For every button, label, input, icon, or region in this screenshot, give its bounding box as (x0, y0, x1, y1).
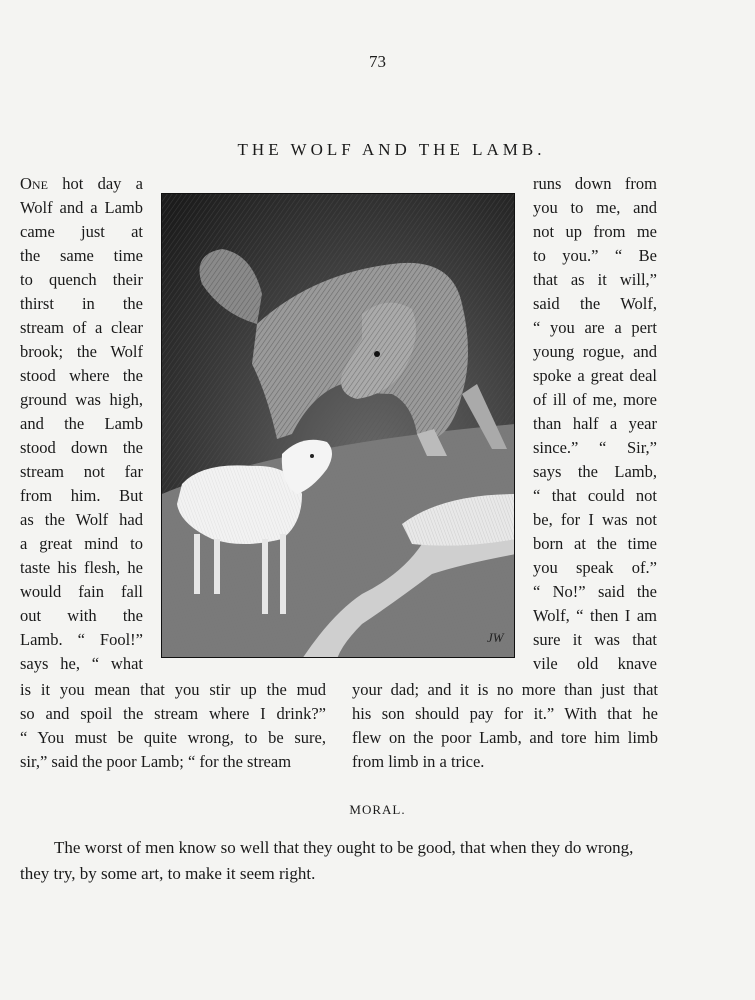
text-line: “ you are a pert (533, 318, 657, 337)
text-line: taste his flesh, he (20, 558, 143, 577)
text-line: came just at (20, 222, 143, 241)
text-line: of ill of me, more (533, 390, 657, 409)
text-line: “ that could not (533, 486, 657, 505)
text-line: said the Wolf, (533, 294, 657, 313)
text-line: his son should pay for it.” With that he (352, 704, 658, 723)
text-line: since.” “ Sir,” (533, 438, 657, 457)
text-line: sir,” said the poor Lamb; “ for the stream (20, 752, 292, 771)
svg-text:JW: JW (487, 630, 504, 645)
text-line: to you.” “ Be (533, 246, 657, 265)
text-line: from him. But (20, 486, 143, 505)
text-line: from limb in a trice. (352, 752, 485, 771)
page-number: 73 (369, 52, 386, 71)
text-line: says the Lamb, (533, 462, 657, 481)
text-line: is it you mean that you stir up the mud (20, 680, 326, 699)
text-line: sure it was that (533, 630, 657, 649)
text-line: so and spoil the stream where I drink?” (20, 704, 326, 723)
text-line: you speak of.” (533, 558, 657, 577)
text-line: brook; the Wolf (20, 342, 143, 361)
text-line: Wolf, “ then I am (533, 606, 657, 625)
text-line: One hot day a (20, 174, 143, 193)
text-line: out with the (20, 606, 143, 625)
text-line: than half a year (533, 414, 657, 433)
text-line: young rogue, and (533, 342, 657, 361)
text-line: to quench their (20, 270, 143, 289)
text-line: and the Lamb (20, 414, 143, 433)
text-line: as the Wolf had (20, 510, 143, 529)
text-line: would fain fall (20, 582, 143, 601)
text-line: vile old knave (533, 654, 657, 673)
text-line: “ No!” said the (533, 582, 657, 601)
moral-line: The worst of men know so well that they ought to be good, that when they do wrong, (54, 838, 634, 857)
text-line: a great mind to (20, 534, 143, 553)
text-line: stood where the (20, 366, 143, 385)
text-line: flew on the poor Lamb, and tore him limb (352, 728, 658, 747)
moral-heading: MORAL. (349, 802, 406, 817)
text-line: says he, “ what (20, 654, 143, 673)
text-line: stream of a clear (20, 318, 143, 337)
text-line: thirst in the (20, 294, 143, 313)
text-line: stood down the (20, 438, 143, 457)
text-line: be, for I was not (533, 510, 657, 529)
text-line: your dad; and it is no more than just that (352, 680, 658, 699)
text-line: Wolf and a Lamb (20, 198, 143, 217)
text-line: stream not far (20, 462, 143, 481)
wolf-and-lamb-illustration (161, 193, 515, 658)
text-line: born at the time (533, 534, 657, 553)
text-line: the same time (20, 246, 143, 265)
text-line: Lamb. “ Fool!” (20, 630, 143, 649)
text-line: that as it will,” (533, 270, 657, 289)
text-line: not up from me (533, 222, 657, 241)
moral-line: they try, by some art, to make it seem right. (20, 864, 316, 883)
text-line: spoke a great deal (533, 366, 657, 385)
text-line: you to me, and (533, 198, 657, 217)
text-line: ground was high, (20, 390, 143, 409)
story-title: THE WOLF AND THE LAMB. (237, 140, 546, 159)
text-line: “ You must be quite wrong, to be sure, (20, 728, 326, 747)
text-line: runs down from (533, 174, 657, 193)
